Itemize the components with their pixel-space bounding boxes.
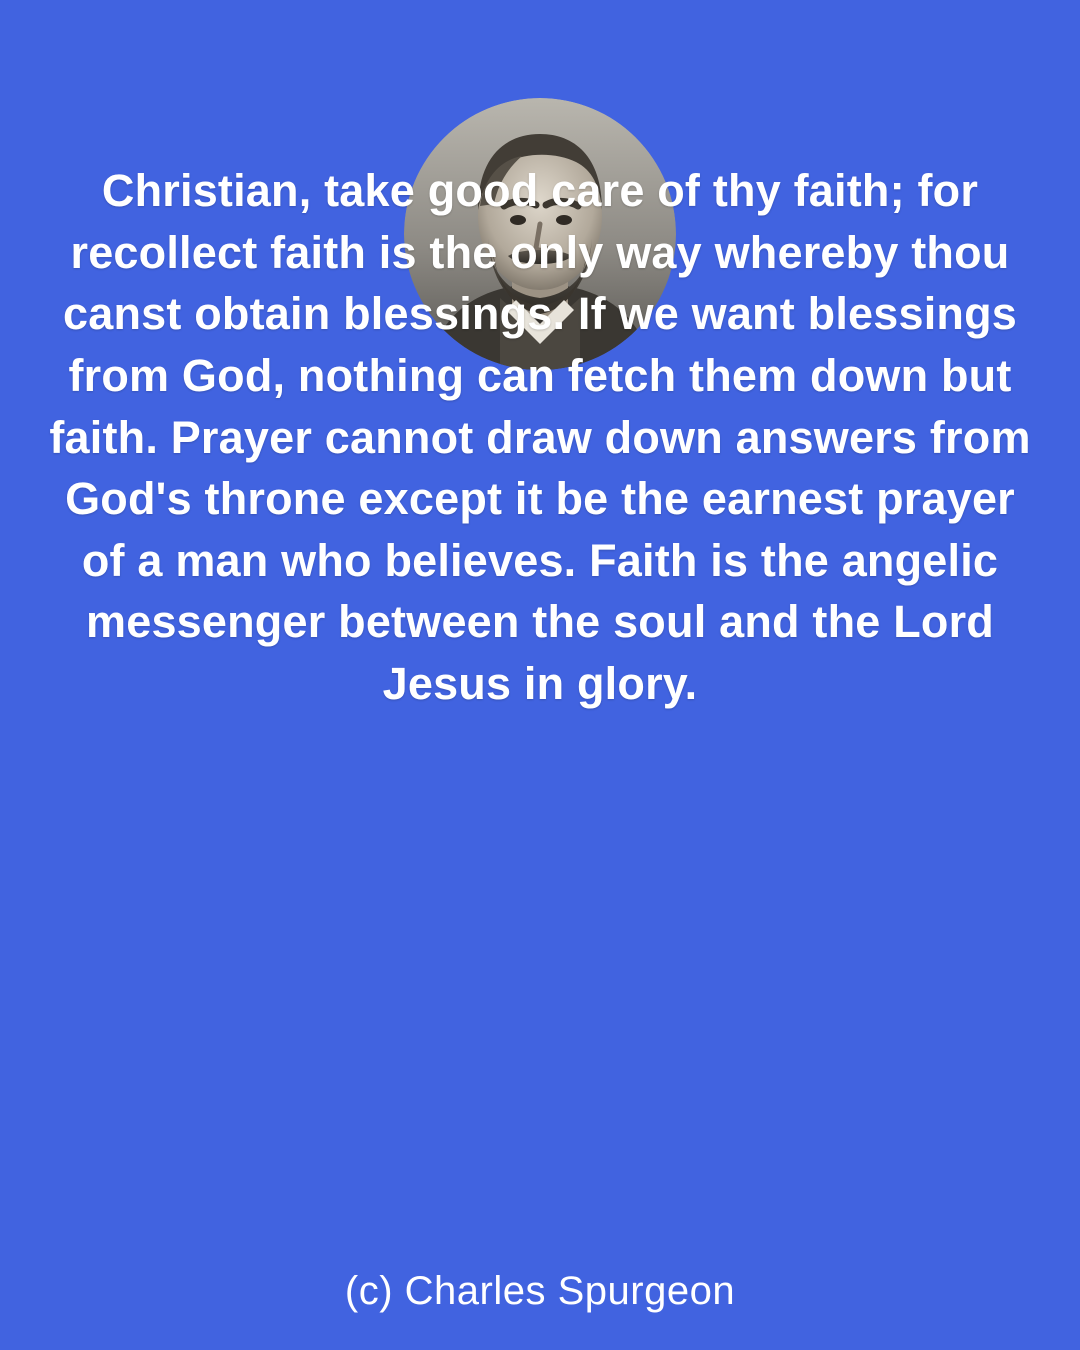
quote-text: Christian, take good care of thy faith; for recollect faith is the only way whereby thou canst obtain blessings. If we want blessings from God, nothing can fetch them down but faith. Prayer cannot draw down answers from God's throne except it be the earnest prayer of a man who believes. Faith is the angelic messenger between the soul and the Lord Jesus in glory. <box>49 165 1031 710</box>
attribution: (c) Charles Spurgeon <box>344 1269 736 1313</box>
